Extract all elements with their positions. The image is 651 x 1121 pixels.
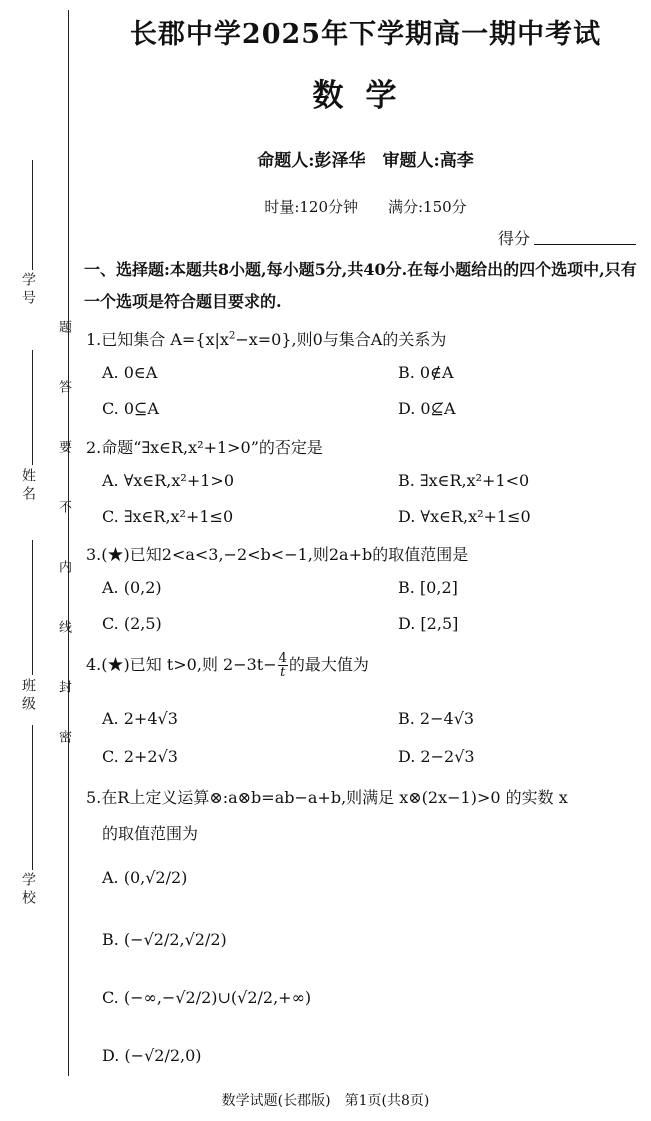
question-number: 3. (86, 545, 102, 564)
q3-option-b[interactable]: B. [0,2] (398, 578, 458, 597)
q5-option-c[interactable]: C. (−∞,−√2/2)∪(√2/2,+∞) (102, 988, 312, 1007)
q4-option-b[interactable]: B. 2−4√3 (398, 709, 475, 728)
question-stem: −x=0},则0与集合A的关系为 (235, 330, 447, 349)
question-5-stem-line-2: 的取值范围为 (102, 824, 199, 843)
name-field[interactable] (32, 350, 33, 465)
fraction (278, 652, 288, 679)
q1-option-a[interactable]: A. 0∈A (102, 363, 158, 382)
seal-char: 题 (56, 320, 71, 333)
q2-option-b[interactable]: B. ∃x∈R,x²+1<0 (398, 471, 530, 490)
question-stem: 已知集合 A={x|x (101, 330, 229, 349)
student-id-label: 学号 (20, 272, 36, 308)
binding-line (68, 10, 69, 1076)
student-id-field[interactable] (32, 160, 33, 270)
school-field[interactable] (32, 725, 33, 870)
score-label: 得分 (498, 229, 531, 248)
question-4 (86, 652, 369, 679)
q4-option-a[interactable]: A. 2+4√3 (102, 709, 178, 728)
q4-option-d[interactable]: D. 2−2√3 (398, 747, 475, 766)
class-label: 班级 (20, 678, 36, 714)
seal-char: 要 (56, 440, 71, 453)
q1-option-c[interactable]: C. 0⊆A (102, 399, 159, 418)
question-number: 2. (86, 438, 102, 457)
seal-char: 封 (56, 680, 71, 693)
question-stem: (★)已知 t>0,则 2−3t− (101, 655, 277, 674)
fraction-numerator: 4 (278, 651, 287, 666)
class-field[interactable] (32, 540, 33, 675)
q2-option-d[interactable]: D. ∀x∈R,x²+1≤0 (398, 507, 531, 526)
seal-char: 不 (56, 500, 71, 513)
authors: 命题人:彭泽华 审题人:高李 (257, 151, 474, 171)
name-label: 姓名 (20, 468, 36, 504)
q5-option-d[interactable]: D. (−√2/2,0) (102, 1046, 202, 1065)
q3-option-a[interactable]: A. (0,2) (102, 578, 162, 597)
score-field[interactable] (534, 244, 636, 245)
school-label: 学校 (20, 872, 36, 908)
question-number: 4. (86, 655, 102, 674)
page-footer: 数学试题(长郡版) 第1页(共8页) (221, 1093, 430, 1109)
seal-char: 内 (56, 560, 71, 573)
q3-option-d[interactable]: D. [2,5] (398, 614, 459, 633)
seal-char: 答 (56, 380, 71, 393)
question-2 (86, 435, 323, 458)
fraction-denominator: t (280, 665, 286, 680)
q5-option-b[interactable]: B. (−√2/2,√2/2) (102, 930, 227, 949)
question-3 (86, 542, 468, 565)
question-stem: 的最大值为 (288, 655, 369, 674)
q3-option-c[interactable]: C. (2,5) (102, 614, 162, 633)
question-number: 5. (86, 788, 102, 807)
question-stem: 命题“∃x∈R,x²+1>0”的否定是 (101, 438, 323, 457)
question-1: 1.已知集合 $A=\{x|x^2-x=0\}$,则0与集合A的关系为 (86, 330, 447, 349)
q2-option-c[interactable]: C. ∃x∈R,x²+1≤0 (102, 507, 234, 526)
question-stem: (★)已知2<a<3,−2<b<−1,则2a+b的取值范围是 (101, 545, 469, 564)
subject-title: 数学 (312, 78, 419, 114)
time-score-info: 时量:120分钟 满分:150分 (264, 198, 467, 216)
q5-option-a[interactable]: A. (0,√2/2) (102, 868, 188, 887)
q2-option-a[interactable]: A. ∀x∈R,x²+1>0 (102, 471, 234, 490)
q1-option-b[interactable]: B. 0∉A (398, 363, 454, 382)
section-heading: 一、选择题:本题共8小题,每小题5分,共40分.在每小题给出的四个选项中,只有一个选项是符合题目要求的. (84, 260, 637, 311)
q4-option-c[interactable]: C. 2+2√3 (102, 747, 178, 766)
exam-title: 长郡中学2025年下学期高一期中考试 (129, 19, 602, 50)
question-stem: 在R上定义运算⊗:a⊗b=ab−a+b,则满足 x⊗(2x−1)>0 的实数 x (101, 788, 568, 807)
question-number: 1. (86, 330, 102, 349)
q1-option-d[interactable]: D. 0⊈A (398, 399, 456, 418)
seal-char: 密 (56, 730, 71, 743)
seal-char: 线 (56, 620, 71, 633)
question-5 (86, 785, 642, 808)
